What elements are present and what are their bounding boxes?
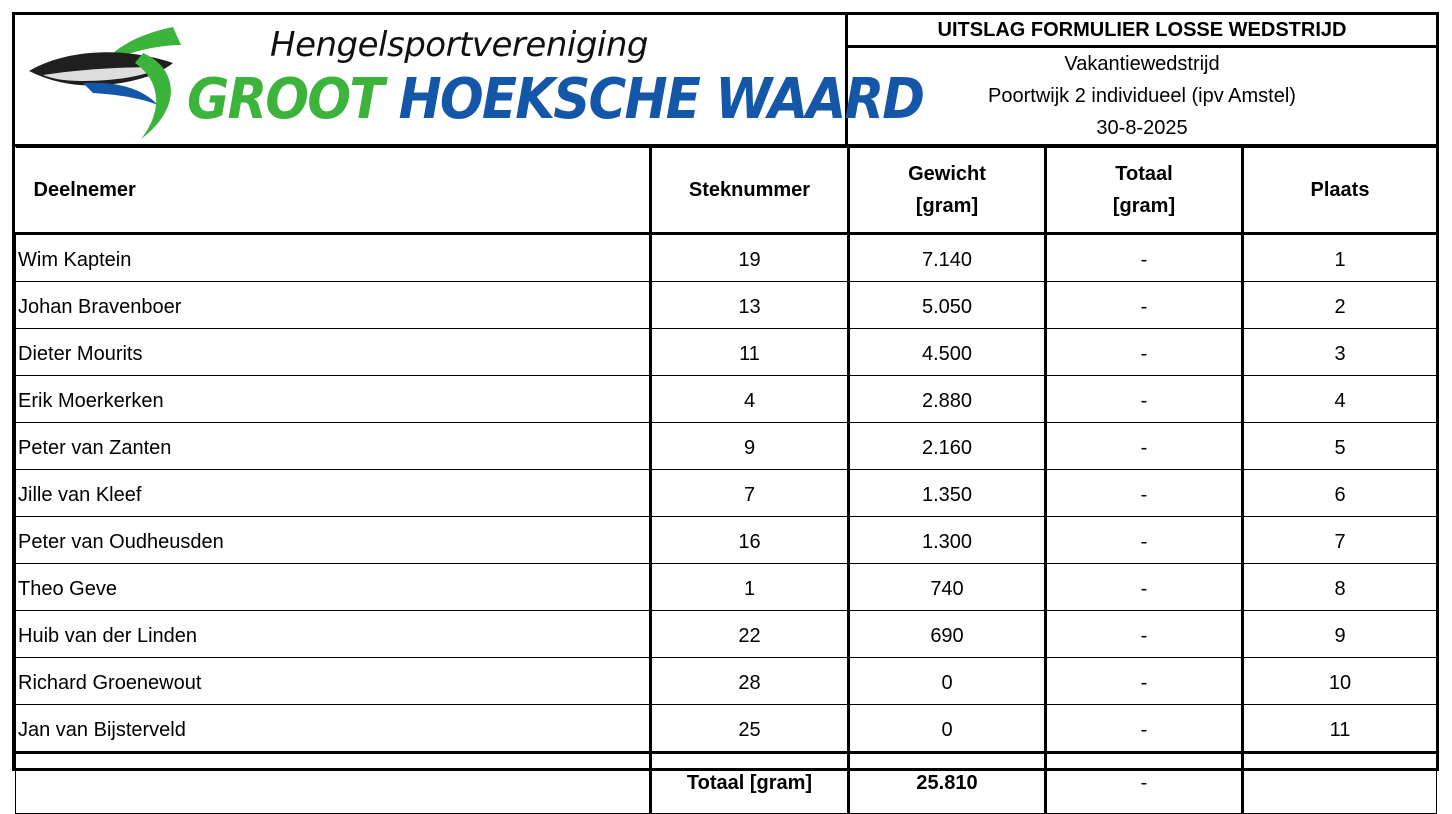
results-table: [15, 147, 1437, 814]
participant-name: Jan van Bijsterveld: [16, 705, 651, 753]
participant-name: Peter van Oudheusden: [16, 517, 651, 564]
event-location: Poortwijk 2 individueel (ipv Amstel): [988, 85, 1296, 107]
results-sheet: [12, 12, 1439, 794]
weight-value: 0: [849, 658, 1046, 705]
col-header-total-line2: [gram]: [1112, 195, 1176, 217]
col-header-spot: Steknummer: [651, 148, 849, 234]
total-value: -: [1046, 329, 1243, 376]
place-value: 10: [1243, 658, 1437, 705]
spot-number: 11: [651, 329, 849, 376]
event-type: Vakantiewedstrijd: [1064, 53, 1220, 75]
participant-name: Huib van der Linden: [16, 611, 651, 658]
weight-value: 1.300: [849, 517, 1046, 564]
col-header-weight-line2: [gram]: [915, 195, 979, 217]
participant-name: Theo Geve: [16, 564, 651, 611]
participant-name: Peter van Zanten: [16, 423, 651, 470]
total-place-empty: [1243, 753, 1437, 814]
total-value: -: [1046, 658, 1243, 705]
spot-number: 16: [651, 517, 849, 564]
table-row: [16, 329, 1437, 376]
total-value: -: [1046, 517, 1243, 564]
total-value: -: [1046, 564, 1243, 611]
place-value: 5: [1243, 423, 1437, 470]
total-value: -: [1046, 234, 1243, 282]
table-row: [16, 282, 1437, 329]
total-value: -: [1046, 376, 1243, 423]
table-row: [16, 517, 1437, 564]
col-header-place: Plaats: [1243, 148, 1437, 234]
spot-number: 22: [651, 611, 849, 658]
weight-value: 1.350: [849, 470, 1046, 517]
total-value: -: [1046, 423, 1243, 470]
place-value: 11: [1243, 705, 1437, 753]
weight-value: 740: [849, 564, 1046, 611]
col-header-total: [1046, 148, 1243, 234]
total-total-value: -: [1046, 753, 1243, 814]
club-name-bottom: [187, 67, 923, 132]
event-info: [848, 15, 1436, 147]
weight-value: 0: [849, 705, 1046, 753]
place-value: 6: [1243, 470, 1437, 517]
col-header-weight-line1: Gewicht: [908, 163, 986, 185]
total-value: -: [1046, 611, 1243, 658]
table-row: [16, 470, 1437, 517]
club-logo: [15, 15, 924, 147]
participant-name: Erik Moerkerken: [16, 376, 651, 423]
spot-number: 1: [651, 564, 849, 611]
col-header-participant: Deelnemer: [16, 148, 651, 234]
place-value: 1: [1243, 234, 1437, 282]
table-row: [16, 234, 1437, 282]
weight-value: 2.880: [849, 376, 1046, 423]
place-value: 3: [1243, 329, 1437, 376]
participant-name: Johan Bravenboer: [16, 282, 651, 329]
spot-number: 7: [651, 470, 849, 517]
col-header-total-line1: Totaal: [1115, 163, 1173, 185]
participant-name: Dieter Mourits: [16, 329, 651, 376]
club-name-blue: HOEKSCHE WAARD: [398, 67, 924, 132]
table-row: [16, 658, 1437, 705]
table-row: [16, 611, 1437, 658]
spot-number: 13: [651, 282, 849, 329]
place-value: 4: [1243, 376, 1437, 423]
club-name-green: GROOT: [187, 67, 383, 132]
spot-number: 28: [651, 658, 849, 705]
participant-name: Wim Kaptein: [16, 234, 651, 282]
weight-value: 5.050: [849, 282, 1046, 329]
table-row: [16, 705, 1437, 753]
table-row: [16, 423, 1437, 470]
weight-value: 4.500: [849, 329, 1046, 376]
place-value: 8: [1243, 564, 1437, 611]
place-value: 7: [1243, 517, 1437, 564]
table-row: [16, 376, 1437, 423]
participant-name: Jille van Kleef: [16, 470, 651, 517]
total-value: -: [1046, 282, 1243, 329]
event-date: 30-8-2025: [1096, 117, 1188, 139]
table-header-row: [16, 148, 1437, 234]
club-name-top: Hengelsportvereniging: [270, 25, 648, 65]
total-row-empty: [16, 753, 651, 814]
spot-number: 19: [651, 234, 849, 282]
table-row: [16, 564, 1437, 611]
total-label: Totaal [gram]: [651, 753, 849, 814]
place-value: 2: [1243, 282, 1437, 329]
table-total-row: [16, 753, 1437, 814]
weight-value: 2.160: [849, 423, 1046, 470]
spot-number: 25: [651, 705, 849, 753]
fish-logo-icon: [23, 23, 203, 143]
form-title: UITSLAG FORMULIER LOSSE WEDSTRIJD: [848, 15, 1436, 48]
total-value: -: [1046, 705, 1243, 753]
place-value: 9: [1243, 611, 1437, 658]
col-header-weight: [849, 148, 1046, 234]
spot-number: 4: [651, 376, 849, 423]
total-weight-sum: 25.810: [849, 753, 1046, 814]
spot-number: 9: [651, 423, 849, 470]
participant-name: Richard Groenewout: [16, 658, 651, 705]
weight-value: 7.140: [849, 234, 1046, 282]
total-value: -: [1046, 470, 1243, 517]
weight-value: 690: [849, 611, 1046, 658]
